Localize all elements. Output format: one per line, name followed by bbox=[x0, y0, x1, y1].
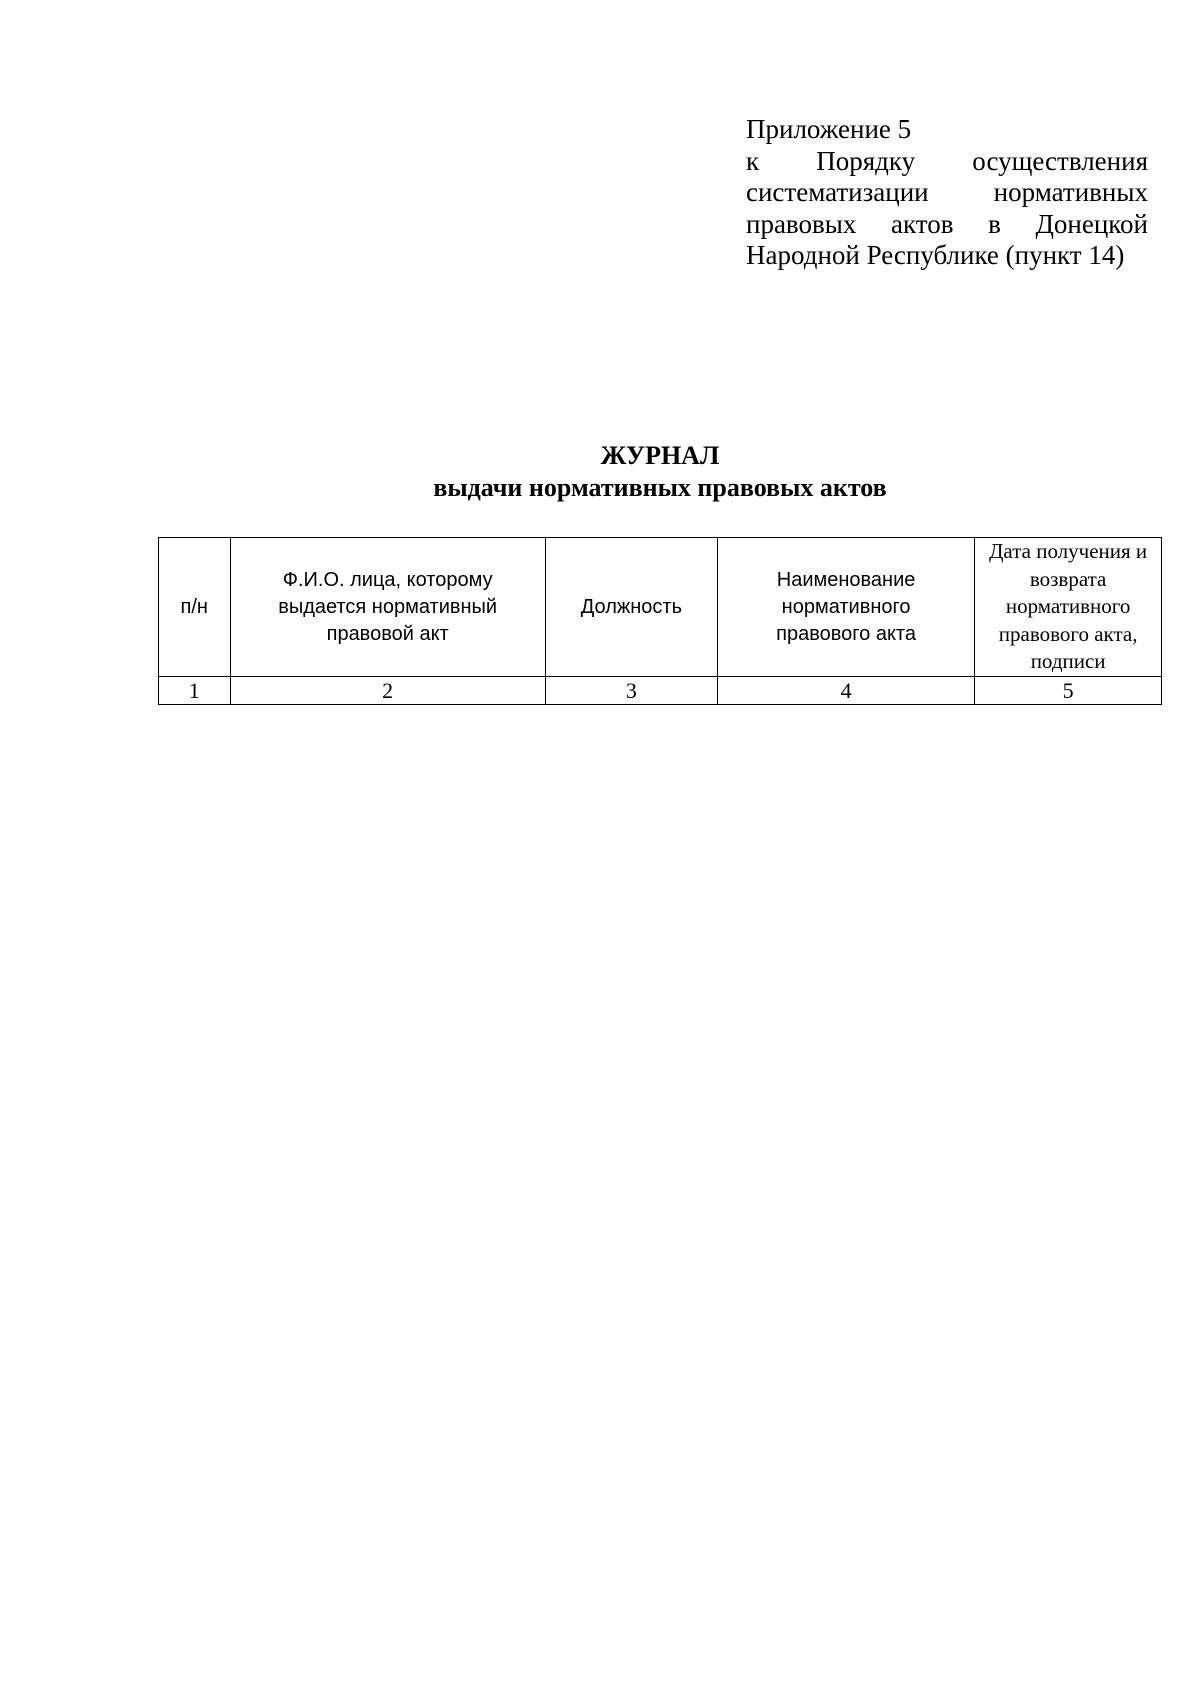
header-text: Дата получения и возврата нормативного правового акта, подписи bbox=[989, 539, 1148, 673]
appendix-number: Приложение 5 bbox=[746, 114, 912, 144]
document-title bbox=[0, 440, 1200, 504]
column-number: 2 bbox=[230, 677, 545, 705]
column-number: 5 bbox=[975, 677, 1162, 705]
appendix-note bbox=[746, 114, 1148, 272]
header-cell-position bbox=[545, 538, 717, 677]
header-cell-number bbox=[159, 538, 231, 677]
table-header-row bbox=[159, 538, 1162, 677]
column-number: 3 bbox=[545, 677, 717, 705]
column-number: 1 bbox=[159, 677, 231, 705]
table-row bbox=[159, 677, 1162, 705]
appendix-reference: к Порядку осуществления систематизации нормативных правовых актов в Донецкой Народной Республике (пункт 14) bbox=[746, 145, 1148, 270]
header-text: Наименование нормативного правового акта bbox=[776, 568, 916, 645]
header-text: Ф.И.О. лица, которому выдается нормативный правовой акт bbox=[278, 568, 498, 645]
title-sub: выдачи нормативных правовых актов bbox=[433, 473, 887, 502]
header-cell-name bbox=[230, 538, 545, 677]
journal-table bbox=[158, 537, 1162, 705]
column-number: 4 bbox=[717, 677, 974, 705]
header-text: п/н bbox=[180, 595, 208, 618]
title-main: ЖУРНАЛ bbox=[600, 441, 720, 470]
header-cell-dates-signatures bbox=[975, 538, 1162, 677]
header-cell-act-title bbox=[717, 538, 974, 677]
header-text: Должность bbox=[580, 595, 682, 618]
